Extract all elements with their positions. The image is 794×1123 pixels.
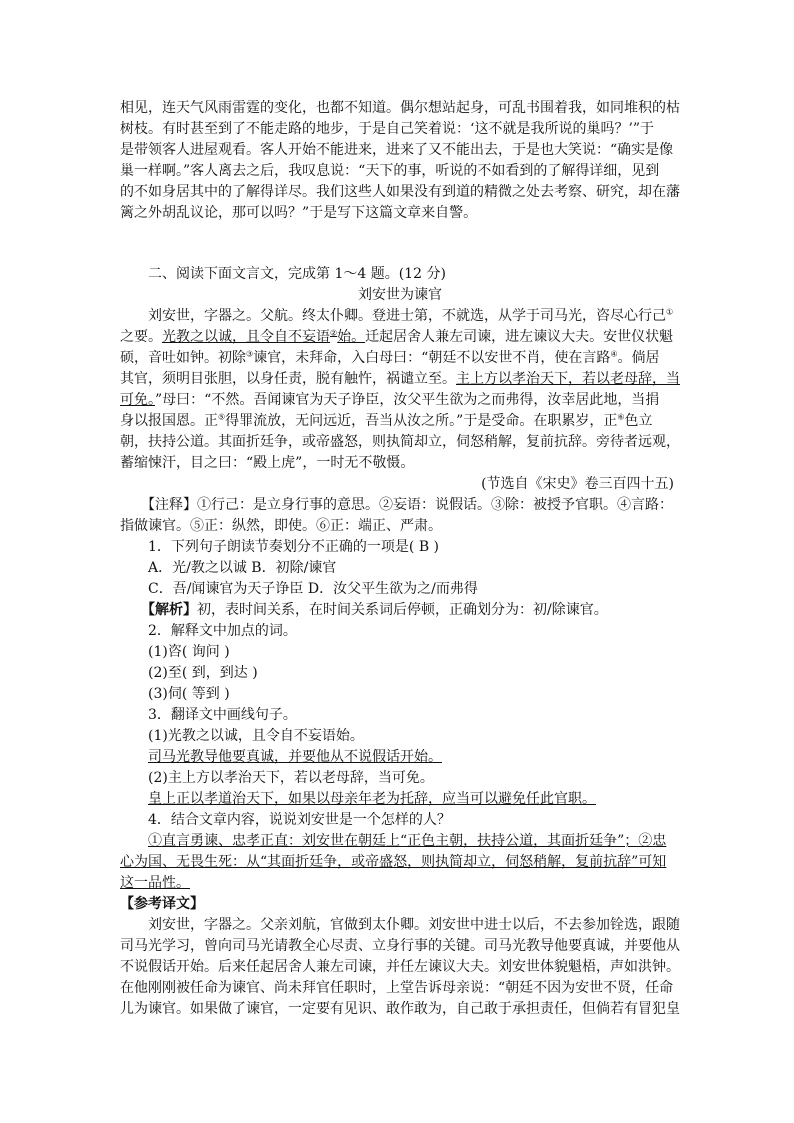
sentence-1: (1)光教之以诚，且令自不妄语始。 [148,728,364,744]
analysis [120,600,680,621]
passage-text: 。倘居 [617,350,660,366]
answer-text: ①直言勇谏、忠孝正直：刘安世在朝廷上“正色主朝，扶持公道，其面折廷争”；②忠 [148,833,667,849]
passage-text: 身以报国恩。正 [120,413,218,429]
passage-line [120,390,680,411]
translation-line: 儿为谏官。如果做了谏官，一定要有见识、敢作敢为，自己敢于承担责任，但倘若有冒犯皇 [120,1001,680,1017]
text-line: 树枝。有时甚至到了不能走路的地步，于是自己笑着说：‘这不就是我所说的巢吗？’”于 [120,121,655,137]
answer-2 [120,789,680,810]
classical-passage [120,306,680,495]
passage-text: ”母曰：“不然。吾闻谏官为天子诤臣，汝父平生欲为之而弗得，汝幸居此地，当捐 [155,392,660,408]
answer-item: (3)伺( 等到 ) [148,686,230,702]
analysis-text: 初，表时间关系，在时间关系词后停顿，正确划分为：初/除谏官。 [197,602,608,618]
answer-text: 皇上正以孝道治天下，如果以母亲年老为托辞，应当可以避免任此官职。 [148,791,596,807]
note-marker: ① [666,307,674,317]
question-stem: 1．下列句子朗读节奏划分不正确的一项是( B ) [148,539,440,555]
section-two [120,264,680,306]
answer-item: (2)至( 到，到达 ) [148,665,258,681]
answer-line [120,831,680,852]
translation-label: 【参考译文】 [120,896,204,912]
passage-line [120,369,680,390]
options-ab: A．光/教之以诚 B．初除/谏官 [148,560,337,576]
question-stem: 4．结合文章内容，说说刘安世是一个怎样的人？ [148,812,451,828]
passage-source: (节选自《宋史》卷三百四十五) [481,476,674,492]
question-4 [120,810,680,894]
passage-text: 其官，须明目张胆，以身任责，脱有触忤，祸谴立至。 [120,371,456,387]
passage-text: 迁起居舍人兼左司谏，进左谏议大夫。安世仪状魁 [365,329,674,345]
analysis-label: 【解析】 [141,602,197,618]
passage-text: 之要。 [120,329,162,345]
passage-text: 得罪流放，无问远近，吾当从汝之所。”于是受命。在职累岁，正 [225,413,618,429]
annotations [120,495,680,537]
answer-line [120,852,680,873]
passage-line: 朝，扶持公道。其面折廷争，或帝盛怒，则执简却立，伺怒稍解，复前抗辞。旁待者远观， [120,434,680,450]
underlined-sentence-2-end: 可免。 [120,392,155,408]
prev-translation [120,98,680,224]
underlined-sentence-2: 主上方以孝治天下，若以老母辞，当 [456,371,680,387]
note-line: 指做谏官。⑤正：纵然，即使。⑥正：端正、严肃。 [120,518,442,534]
passage-line: 蓄缩悚汗，目之曰：“殿上虎”，一时无不敬慑。 [120,455,415,471]
text-line: 的不如身居其中的了解得详尽。我们这些人如果没有到道的精微之处去考察、研究，却在藩 [120,184,680,200]
question-1 [120,537,680,621]
answer-item: (1)咨( 询问 ) [148,644,230,660]
translation-line: 不说假话开始。后来任起居舍人兼左司谏，并任左谏议大夫。刘安世体貌魁梧，声如洪钟。 [120,959,680,975]
passage-text: 色立 [624,413,653,429]
note-marker: ④ [610,349,618,359]
note-marker: ② [330,328,338,338]
text-line: 相见，连天气风雨雷霆的变化，也都不知道。偶尔想站起身，可乱书围着我，如同堆积的枯 [120,100,680,116]
passage-title: 刘安世为谏官 [358,287,442,303]
answer-text: 司马光教导他要真诚，并要他从不说假话开始。 [148,749,442,765]
options-cd: C．吾/闻谏官为天子诤臣 D．汝父平生欲为之/而弗得 [148,581,478,597]
note-marker: ⑥ [617,412,625,422]
text-line: 篱之外胡乱议论，那可以吗？”于是写下这篇文章来自警。 [120,205,478,221]
question-3 [120,705,680,810]
sentence-2: (2)主上方以孝治天下，若以老母辞，当可免。 [148,770,434,786]
translation-line: 刘安世，字器之。父亲刘航，官做到太仆卿。刘安世中进士以后，不去参加铨选，跟随 [148,917,680,933]
underlined-sentence-1: 光教之以诚，且令自不妄语 [162,329,330,345]
section-heading: 二、阅读下面文言文，完成第 1～4 题。(12 分) [148,266,446,282]
passage-text: 硕，音吐如钟。初除 [120,350,246,366]
answer-text: 心为国、无畏生死：从“其面折廷争，或帝盛怒，则执简却立，伺怒稍解，复前抗辞”可知 [120,854,667,870]
text-line: 是带领客人进屋观看。客人开始不能进来，进来了又不能出去，于是也大笑说：“确实是像 [120,142,674,158]
passage-line [120,327,680,348]
passage-line [120,411,680,432]
note-marker: ③ [246,349,254,359]
question-stem: 3．翻译文中画线句子。 [148,707,297,723]
passage-line [120,306,680,327]
translation-line: 司马光学习，曾向司马光请教全心尽责、立身行事的关键。司马光教导他要真诚，并要他从 [120,938,680,954]
question-stem: 2．解释文中加点的词。 [148,623,297,639]
note-marker: ⑤ [218,412,226,422]
text-line: 巢一样啊。”客人离去之后，我叹息说：“天下的事，听说的不如看到的了解得详细，见到 [120,163,660,179]
passage-line [120,348,680,369]
answer-line [120,873,680,894]
passage-text: 刘安世，字器之。父航。终太仆卿。登进士第，不就选，从学于司马光，咨尽心行己 [148,308,666,324]
passage-text: 谏官，未拜命，入白母曰：“朝廷不以安世不肖，使在言路 [253,350,611,366]
note-line: 【注释】①行己：是立身行事的意思。②妄语：说假话。③除：被授予官职。④言路： [141,497,673,513]
question-2 [120,621,680,705]
reference-translation [120,894,680,1020]
answer-text: 这一品性。 [120,875,190,891]
underlined-sentence-1-end: 始。 [337,329,366,345]
answer-1 [120,747,680,768]
translation-line: 在他刚刚被任命为谏官、尚未拜官任职时，上堂告诉母亲说：“朝廷不因为安世不贤，任命 [120,980,674,996]
